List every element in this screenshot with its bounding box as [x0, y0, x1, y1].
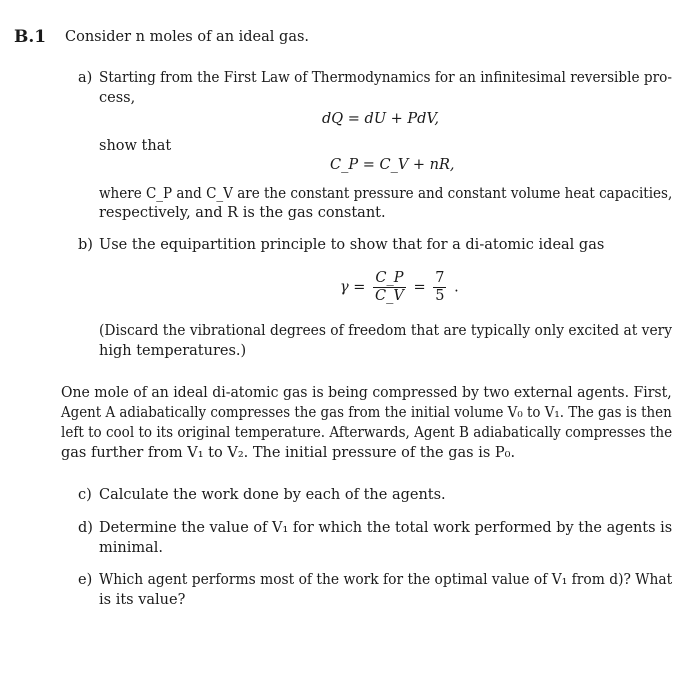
scenario-line-2: Agent A adiabatically compresses the gas from the initial volume V₀ to V₁. The gas is then — [61, 405, 672, 421]
gamma-equation — [340, 270, 459, 305]
equation-period: . — [454, 279, 459, 296]
scenario-line-1: One mole of an ideal di-atomic gas is being compressed by two external agents. First, — [61, 385, 672, 401]
problem-id: B.1 — [14, 27, 47, 47]
gamma-lhs: γ = — [340, 279, 366, 296]
part-a-text-2: cess, — [99, 90, 136, 106]
part-a-where-2: respectively, and R is the gas constant. — [99, 205, 386, 221]
seven-numerator: 7 — [435, 270, 445, 286]
part-a-where-1: where C_P and C_V are the constant pressure and constant volume heat capacities, — [99, 186, 673, 202]
part-c-text: Calculate the work done by each of the agents. — [99, 487, 446, 503]
part-b-text: Use the equipartition principle to show that for a di-atomic ideal gas — [99, 237, 605, 253]
part-e-text-2: is its value? — [99, 592, 186, 608]
part-b-note-2: high temperatures.) — [99, 343, 247, 359]
part-a-text-1: Starting from the First Law of Thermodynamics for an infinitesimal reversible pro- — [99, 70, 672, 86]
equals-sign: = — [413, 279, 426, 296]
cp-cv-fraction — [373, 270, 406, 305]
show-that: show that — [99, 138, 172, 154]
part-d-label: d) — [78, 520, 93, 536]
part-b-label: b) — [78, 237, 93, 253]
scenario-line-4: gas further from V₁ to V₂. The initial pressure of the gas is P₀. — [61, 445, 516, 461]
seven-fifths-fraction — [433, 270, 446, 305]
part-a-label: a) — [78, 70, 93, 86]
first-law-equation: dQ = dU + PdV, — [322, 111, 439, 127]
five-denominator: 5 — [435, 288, 445, 304]
cv-denominator: C_V — [375, 288, 404, 304]
problem-intro: Consider n moles of an ideal gas. — [65, 29, 310, 45]
scenario-line-3: left to cool to its original temperature. Afterwards, Agent B adiabatically compresses the — [61, 425, 673, 441]
cp-numerator: C_P — [375, 270, 404, 286]
part-e-text-1: Which agent performs most of the work for the optimal value of V₁ from d)? What — [99, 572, 673, 588]
part-e-label: e) — [78, 572, 93, 588]
part-c-label: c) — [78, 487, 92, 503]
mayer-equation: C_P = C_V + nR, — [330, 157, 455, 173]
part-b-note-1: (Discard the vibrational degrees of freedom that are typically only excited at very — [99, 323, 673, 339]
part-d-text-1: Determine the value of V₁ for which the total work performed by the agents is — [99, 520, 673, 536]
part-d-text-2: minimal. — [99, 540, 164, 556]
